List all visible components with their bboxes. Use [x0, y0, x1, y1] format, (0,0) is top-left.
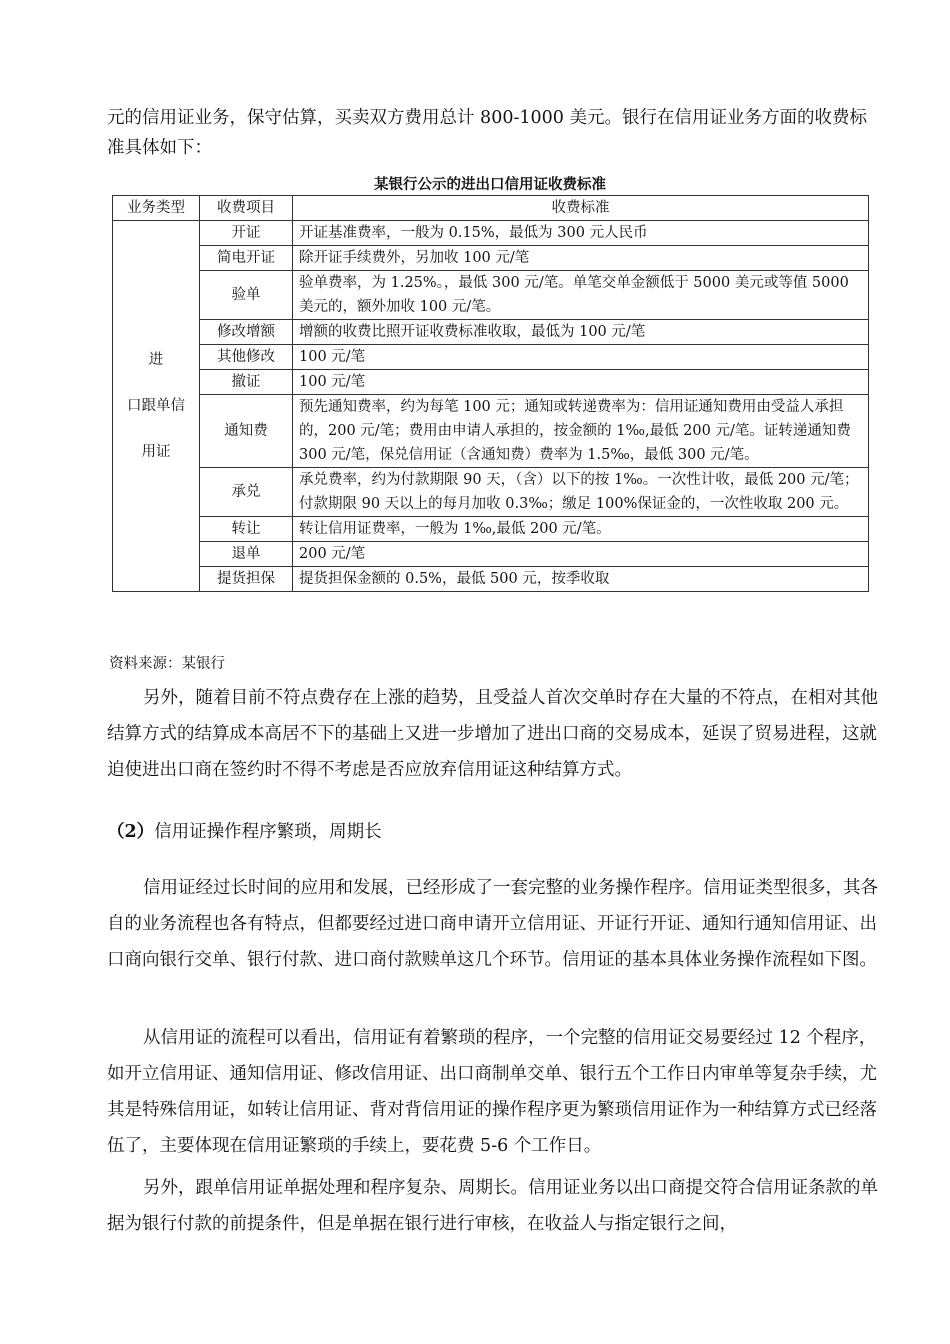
table-source: 资料来源：某银行 — [109, 656, 225, 672]
category-line: 进 — [148, 352, 164, 368]
fee-standard: 100 元/笔 — [293, 345, 869, 370]
table-row — [113, 517, 869, 542]
fee-item: 退单 — [200, 542, 293, 567]
table-row — [113, 320, 869, 345]
fee-item: 通知费 — [200, 395, 293, 468]
fee-item: 提货担保 — [200, 567, 293, 592]
fee-standard: 100 元/笔 — [293, 370, 869, 395]
fee-item: 验单 — [200, 271, 293, 320]
fee-item: 承兑 — [200, 468, 293, 517]
fee-item: 修改增额 — [200, 320, 293, 345]
section-number: （2） — [107, 822, 155, 842]
table-caption: 某银行公示的进出口信用证收费标准 — [374, 177, 606, 193]
fee-item: 转让 — [200, 517, 293, 542]
header-business-type: 业务类型 — [113, 196, 200, 221]
fee-standard: 提货担保金额的 0.5%，最低 500 元，按季收取 — [293, 567, 869, 592]
fee-standard: 除开证手续费外，另加收 100 元/笔 — [293, 246, 869, 271]
fee-standard: 200 元/笔 — [293, 542, 869, 567]
table-row — [113, 468, 869, 517]
paragraph-3: 信用证经过长时间的应用和发展，已经形成了一套完整的业务操作程序。信用证类型很多，其各自的业务流程也各有特点，但都要经过进口商申请开立信用证、开证行开证、通知行通知信用证、出口商向银行交单、银行付款、进口商付款赎单这几个环节。信用证的基本具体业务操作流程如下图。 — [107, 878, 878, 970]
table-row — [113, 395, 869, 468]
table-row — [113, 271, 869, 320]
fee-item: 简电开证 — [200, 246, 293, 271]
paragraph-2: 另外，随着目前不符点费存在上涨的趋势，且受益人首次交单时存在大量的不符点，在相对其他结算方式的结算成本高居不下的基础上又进一步增加了进出口商的交易成本，延误了贸易进程，这就迫使进出口商在签约时不得不考虑是否应放弃信用证这种结算方式。 — [107, 688, 878, 780]
fee-standard: 预先通知费率，约为每笔 100 元；通知或转递费率为：信用证通知费用由受益人承担的，200 元/笔；费用由申请人承担的，按金额的 1‰,最低 200 元/笔。证转递通知费 300 元/笔，保兑信用证（含通知费）费率为 1.5‰，最低 300 元/笔。 — [293, 395, 869, 468]
header-fee-item: 收费项目 — [200, 196, 293, 221]
paragraph-4: 从信用证的流程可以看出，信用证有着繁琐的程序，一个完整的信用证交易要经过 12 个程序，如开立信用证、通知信用证、修改信用证、出口商制单交单、银行五个工作日内审单等复杂手续，尤其是特殊信用证，如转让信用证、背对背信用证的操作程序更为繁琐信用证作为一种结算方式已经落伍了，主要体现在信用证繁琐的手续上，要花费 5-6 个工作日。 — [107, 1028, 877, 1156]
fee-standard: 增额的收费比照开证收费标准收取，最低为 100 元/笔 — [293, 320, 869, 345]
category-line: 口跟单信 — [127, 398, 185, 414]
section-heading — [107, 818, 382, 843]
fee-standard: 承兑费率，约为付款期限 90 天，（含）以下的按 1‰。一次性计收，最低 200 元/笔；付款期限 90 天以上的每月加收 0.3‰；缴足 100%保证金的，一次性收取 200 元。 — [293, 468, 869, 517]
paragraph-5: 另外，跟单信用证单据处理和程序复杂、周期长。信用证业务以出口商提交符合信用证条款的单据为银行付款的前提条件，但是单据在银行进行审核，在收益人与指定银行之间， — [107, 1178, 878, 1234]
fee-item: 撤证 — [200, 370, 293, 395]
fee-standard: 验单费率，为 1.25%。，最低 300 元/笔。单笔交单金额低于 5000 美元或等值 5000 美元的，额外加收 100 元/笔。 — [293, 271, 869, 320]
table-row — [113, 221, 869, 246]
table-row — [113, 567, 869, 592]
fee-standard: 开证基准费率，一般为 0.15%，最低为 300 元人民币 — [293, 221, 869, 246]
table-row — [113, 345, 869, 370]
fee-standard: 转让信用证费率，一般为 1‰,最低 200 元/笔。 — [293, 517, 869, 542]
table-row — [113, 542, 869, 567]
table-header-row — [113, 196, 869, 221]
fee-table — [112, 195, 869, 592]
category-line: 用证 — [141, 444, 171, 460]
table-row — [113, 370, 869, 395]
table-row — [113, 246, 869, 271]
fee-item: 开证 — [200, 221, 293, 246]
header-fee-standard: 收费标准 — [293, 196, 869, 221]
fee-item: 其他修改 — [200, 345, 293, 370]
intro-paragraph: 元的信用证业务，保守估算，买卖双方费用总计 800-1000 美元。银行在信用证业务方面的收费标准具体如下： — [107, 108, 867, 158]
category-cell — [113, 221, 200, 592]
section-title: 信用证操作程序繁琐，周期长 — [154, 822, 382, 842]
